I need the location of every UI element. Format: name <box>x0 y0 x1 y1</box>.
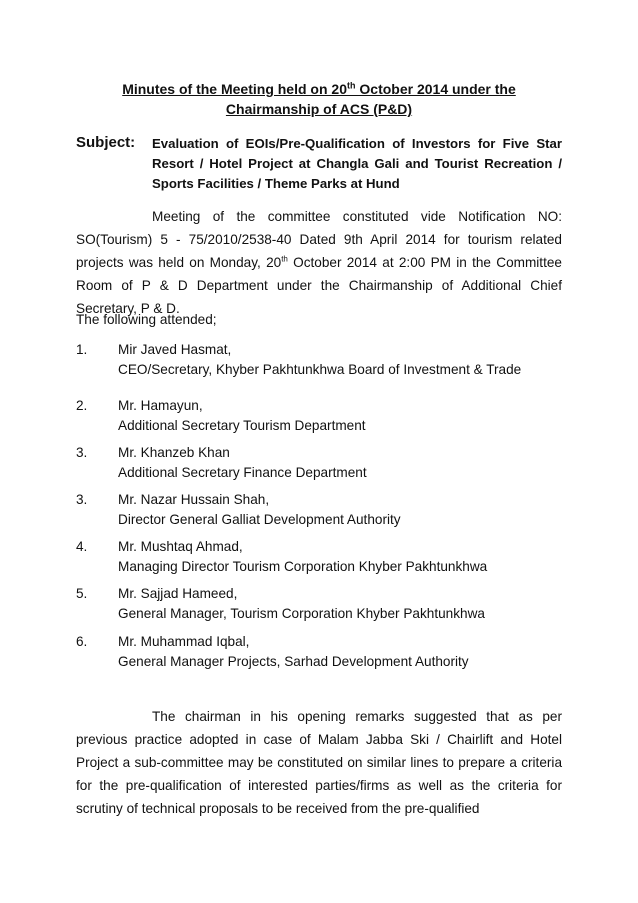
attendee-title: General Manager, Tourism Corporation Khyber Pakhtunkhwa <box>118 606 485 621</box>
attendee-title: Managing Director Tourism Corporation Khyber Pakhtunkhwa <box>118 559 488 574</box>
attendee-number: 6. <box>76 634 88 649</box>
intro-paragraph: Meeting of the committee constituted vide Notification NO: SO(Tourism) 5 - 75/2010/2538-40 Dated 9th April 2014 for tourism related projects was held on Monday, 20th October 2014 at 2:00 PM in the Committee Room of P & D Department under the Chairmanship of Additional Chief Secretary, P & D. <box>76 209 562 316</box>
attendee-number: 1. <box>76 342 88 357</box>
attendee-title: General Manager Projects, Sarhad Development Authority <box>118 654 469 669</box>
document-title-line-1: Minutes of the Meeting held on 20th October 2014 under the <box>122 80 516 97</box>
closing-paragraph: The chairman in his opening remarks suggested that as per previous practice adopted in case of Malam Jabba Ski / Chairlift and Hotel Project a sub-committee may be constituted on similar lines to prepare a criteria for the pre-qualification of interested parties/firms as well as the criteria for scrutiny of technical proposals to be received from the pre-qualified <box>76 709 562 816</box>
attendee-number: 2. <box>76 398 88 413</box>
attendee-title: CEO/Secretary, Khyber Pakhtunkhwa Board of Investment & Trade <box>118 362 522 377</box>
attendee-name: Mr. Khanzeb Khan <box>118 445 230 460</box>
attendee-name: Mr. Sajjad Hameed, <box>118 586 238 601</box>
attendee-name: Mr. Nazar Hussain Shah, <box>118 492 270 507</box>
attendee-number: 3. <box>76 445 88 460</box>
attendee-title: Additional Secretary Finance Department <box>118 465 367 480</box>
subject-label: Subject: <box>76 134 136 151</box>
subject-text: Evaluation of EOIs/Pre-Qualification of Investors for Five Star Resort / Hotel Project at Changla Gali and Tourist Recreation / Sports Facilities / Theme Parks at Hund <box>152 136 562 191</box>
attendee-name: Mir Javed Hasmat, <box>118 342 232 357</box>
attendee-name: Mr. Hamayun, <box>118 398 203 413</box>
attendee-number: 3. <box>76 492 88 507</box>
attendee-title: Additional Secretary Tourism Department <box>118 418 366 433</box>
attended-heading: The following attended; <box>76 312 217 327</box>
attendee-number: 4. <box>76 539 88 554</box>
attendee-number: 5. <box>76 586 88 601</box>
attendee-title: Director General Galliat Development Authority <box>118 512 401 527</box>
document-title-line-2: Chairmanship of ACS (P&D) <box>225 101 413 117</box>
attendee-name: Mr. Mushtaq Ahmad, <box>118 539 243 554</box>
attendee-name: Mr. Muhammad Iqbal, <box>118 634 250 649</box>
